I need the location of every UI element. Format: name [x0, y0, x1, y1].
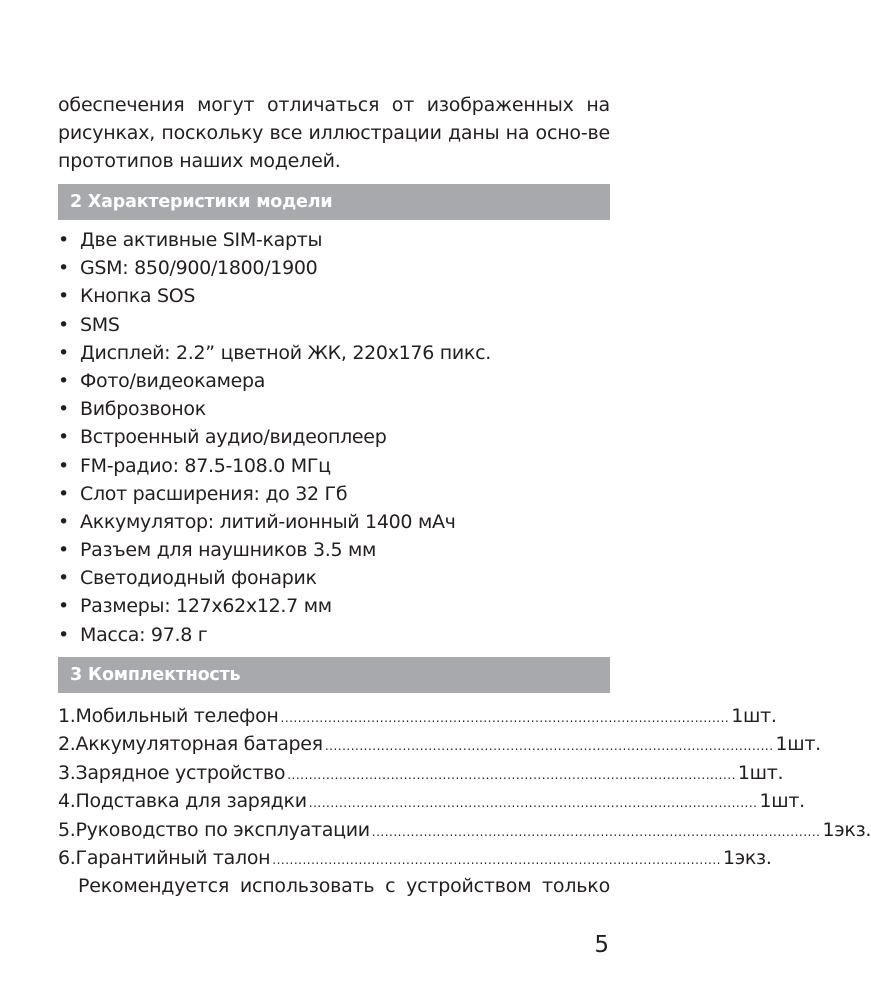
spec-text: Две активные SIM-карты: [80, 229, 323, 251]
intro-paragraph: обеспечения могут отличаться от изображенных на рисунках, поскольку все иллюстрации даны на осно-ве прототипов наших моделей.: [58, 94, 610, 172]
spec-item: [58, 621, 610, 649]
kit-item-name: 4.Подставка для зарядки: [58, 790, 307, 813]
kit-item: [58, 844, 772, 872]
section-header-kit: 3 Комплектность: [58, 657, 610, 693]
spec-text: Слот расширения: до 32 Гб: [80, 482, 348, 505]
spec-item: [58, 311, 610, 339]
spec-item: [58, 564, 610, 592]
section-header-specs: 2 Характеристики модели: [58, 184, 610, 220]
kit-item: [58, 787, 805, 815]
spec-item: [58, 282, 610, 310]
bullet-icon: •: [58, 510, 69, 533]
spec-text: Светодиодный фонарик: [80, 567, 317, 590]
spec-item: [58, 395, 610, 423]
spec-text: Аккумулятор: литий-ионный 1400 мАч: [80, 510, 456, 533]
kit-item-qty: 1шт.: [775, 733, 821, 756]
spec-item: [58, 592, 610, 620]
bullet-icon: •: [58, 426, 69, 449]
spec-text: Разъем для наушников 3.5 мм: [80, 539, 377, 562]
kit-item: [58, 702, 777, 730]
spec-text: FM-радио: 87.5-108.0 МГц: [80, 454, 331, 477]
spec-text: Фото/видеокамера: [80, 369, 266, 392]
dot-leader: ........................................................................................................: [324, 739, 774, 754]
kit-item-name: 1.Мобильный телефон: [58, 705, 279, 727]
bullet-icon: •: [58, 229, 69, 251]
bullet-icon: •: [58, 454, 69, 477]
kit-item-qty: 1шт.: [737, 761, 784, 784]
kit-item-qty: 1шт.: [731, 705, 777, 727]
kit-item-qty: 1экз.: [722, 846, 772, 869]
spec-item: [58, 226, 610, 254]
kit-item-qty: 1шт.: [759, 790, 805, 813]
spec-text: Дисплей: 2.2” цветной ЖК, 220х176 пикс.: [80, 341, 491, 364]
spec-text: Встроенный аудио/видеоплеер: [80, 426, 387, 449]
dot-leader: ........................................................................................................: [308, 796, 758, 811]
kit-item-name: 2.Аккумуляторная батарея: [58, 733, 323, 756]
spec-item: [58, 423, 610, 451]
bullet-icon: •: [58, 567, 69, 590]
spec-text: Масса: 97.8 г: [80, 623, 208, 646]
bullet-icon: •: [58, 313, 69, 336]
kit-item: [58, 759, 784, 787]
bullet-icon: •: [58, 285, 69, 308]
kit-item: [58, 730, 821, 758]
spec-item: [58, 367, 610, 395]
spec-item: [58, 254, 610, 282]
bullet-icon: •: [58, 482, 69, 505]
kit-item-name: 6.Гарантийный талон: [58, 846, 271, 869]
spec-text: Кнопка SOS: [80, 285, 196, 308]
kit-item-name: 5.Руководство по эксплуатации: [58, 818, 370, 841]
bullet-icon: •: [58, 539, 69, 562]
spec-text: SMS: [80, 313, 120, 336]
dot-leader: ........................................................................................................: [287, 767, 736, 782]
kit-item: [58, 816, 871, 844]
dot-leader: ........................................................................................................: [371, 824, 821, 839]
spec-item: [58, 480, 610, 508]
kit-item-name: 3.Зарядное устройство: [58, 761, 286, 784]
bullet-icon: •: [58, 595, 69, 618]
kit-list: [58, 702, 871, 872]
dot-leader: ........................................................................................................: [272, 852, 721, 867]
spec-text: Виброзвонок: [80, 398, 206, 421]
continuation-paragraph: Рекомендуется использовать с устройством только: [78, 875, 610, 897]
bullet-icon: •: [58, 257, 69, 280]
kit-item-qty: 1экз.: [822, 818, 871, 841]
specs-list: [58, 226, 610, 649]
bullet-icon: •: [58, 341, 69, 364]
bullet-icon: •: [58, 623, 69, 646]
spec-item: [58, 508, 610, 536]
bullet-icon: •: [58, 369, 69, 392]
dot-leader: ........................................................................................................: [280, 711, 730, 725]
page-number: 5: [594, 932, 609, 958]
bullet-icon: •: [58, 398, 69, 421]
spec-item: [58, 339, 610, 367]
spec-text: Размеры: 127х62х12.7 мм: [80, 595, 332, 618]
spec-item: [58, 452, 610, 480]
spec-text: GSM: 850/900/1800/1900: [80, 257, 318, 280]
spec-item: [58, 536, 610, 564]
